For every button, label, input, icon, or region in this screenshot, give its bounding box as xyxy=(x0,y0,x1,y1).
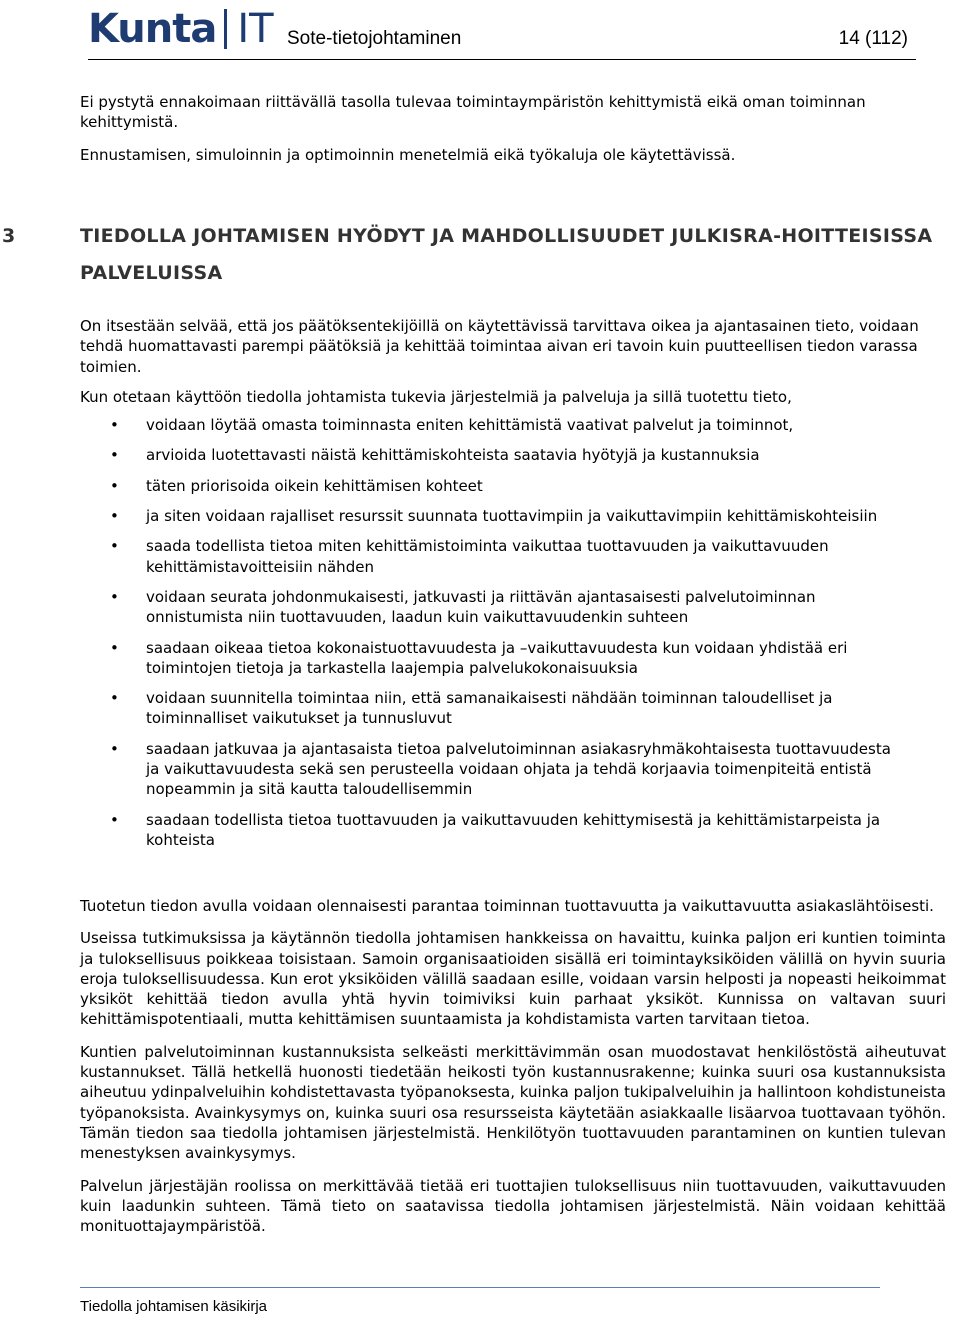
footer-label: Tiedolla johtamisen käsikirja xyxy=(80,1298,268,1315)
list-item xyxy=(80,688,900,729)
benefits-list xyxy=(80,415,900,850)
list-item xyxy=(80,638,900,679)
bullet-icon: • xyxy=(110,638,119,657)
bullet-icon: • xyxy=(110,587,119,606)
bullet-icon: • xyxy=(110,689,119,708)
paragraph-4: Useissa tutkimuksissa ja käytännön tiedolla johtamisen hankkeissa on havaittu, kuinka paljon eri kuntien toiminta ja tuloksellisuus poikkeaa toisistaan. Samoin organisaatioiden sisällä eri toimintayksiköiden välillä on hyvin suuria eroja tuloksellisuudessa. Kun erot yksiköiden välillä saadaan esille, voidaan varsin helposti ja nopeasti heikoimmat yksiköt kehittää tiedon avulla yhtä hyvin toimiviksi kuin parhaat yksiköt. Kunnissa on valtavan suuri kehittämispotentiaali, mutta kehittämisen suuntaamista ja kohdistamista varten tarvitaan tietoa. xyxy=(80,929,946,1029)
page-header xyxy=(0,0,960,62)
intro-paragraph-2: Ennustamisen, simuloinnin ja optimoinnin menetelmiä eikä työkaluja ole käytettävissä. xyxy=(80,145,736,164)
header-divider xyxy=(88,59,916,60)
bullet-icon: • xyxy=(110,739,119,758)
list-item xyxy=(80,587,900,628)
intro-block xyxy=(80,92,956,177)
list-item-text: saadaan todellista tietoa tuottavuuden ja vaikuttavuuden kehittymisestä ja kehittämistarpeista ja kohteista xyxy=(146,810,881,849)
list-item xyxy=(80,476,900,496)
kuntait-logo xyxy=(88,6,274,52)
section-title: TIEDOLLA JOHTAMISEN HYÖDYT JA MAHDOLLISUUDET JULKISRA-HOITTEISISSA PALVELUISSA xyxy=(80,225,933,284)
paragraph-1: On itsestään selvää, että jos päätöksentekijöillä on käytettävissä tarvittava oikea ja ajantasainen tieto, voidaan tehdä huomattavasti parempi päätöksiä ja kehittää toimintaa aivan eri tavoin kuin puutteellisen tiedon varassa toimien. xyxy=(80,317,919,376)
closing-content xyxy=(80,896,946,1248)
footer-divider xyxy=(80,1287,880,1288)
list-item-text: arvioida luotettavasti näistä kehittämiskohteista saatavia hyötyjä ja kustannuksia xyxy=(146,446,760,465)
list-item-text: saadaan oikeaa tietoa kokonaistuottavuudesta ja –vaikuttavuudesta kun voidaan yhdistää eri toimintojen tietoja ja tarkastella laajempia palvelukokonaisuuksia xyxy=(146,638,848,677)
list-item xyxy=(80,536,900,577)
bullet-icon: • xyxy=(110,476,119,495)
logo-it-text: IT xyxy=(237,6,274,52)
paragraph-3: Tuotetun tiedon avulla voidaan olennaisesti parantaa toiminnan tuottavuutta ja vaikuttavuutta asiakaslähtöisesti. xyxy=(80,897,934,915)
list-item xyxy=(80,445,900,465)
paragraph-6: Palvelun järjestäjän roolissa on merkittävää tietää eri tuottajien tuloksellisuus niin tuottavuuden, vaikuttavuuden kuin laadunkin suhteen. Tämä tieto on saatavissa tiedolla johtamisen järjestelmistä. Näin voidaan kehittää monituottajaympäristöä. xyxy=(80,1176,946,1236)
paragraph-5: Kuntien palvelutoiminnan kustannuksista selkeästi merkittävimmän osan muodostavat henkilöstöstä aiheutuvat kustannukset. Tällä hetkellä huonosti tiedetään heikosti työn kustannusrakenne; kuinka suuri osa kustannuksista aiheutuu ydinpalveluihin kohdistettavasta työpanoksesta, kuinka paljon tukipalveluihin ja hallintoon kohdistuneista työpanoksista. Avainkysymys on, kuinka suuri osa resursseista käytetään asiakkaalle lisäarvoa tuottavaan työhön. Tämän tiedon saa tiedolla johtamisen järjestelmistä. Henkilötyön tuottavuuden parantaminen on kuntien tulevan menestyksen avainkysymys. xyxy=(80,1042,946,1163)
list-item xyxy=(80,739,900,800)
list-item xyxy=(80,506,900,526)
list-item-text: voidaan suunnitella toimintaa niin, että samanaikaisesti nähdään toiminnan taloudelliset ja toiminnalliset vaikutukset ja tunnusluvut xyxy=(146,689,833,728)
bullet-icon: • xyxy=(110,810,119,829)
list-item-text: ja siten voidaan rajalliset resurssit suunnata tuottavimpiin ja vaikuttavimpiin kehittämiskohteisiin xyxy=(146,507,878,526)
section-number: 3 xyxy=(2,225,16,247)
list-item-text: voidaan seurata johdonmukaisesti, jatkuvasti ja riittävän ajantasaisesti palvelutoiminnan onnistumista niin tuottavuuden, laadun kuin vaikuttavuudenkin suhteen xyxy=(146,587,816,627)
list-item-text: voidaan löytää omasta toiminnasta eniten kehittämistä vaativat palvelut ja toiminnot, xyxy=(146,416,794,435)
document-title: Sote-tietojohtaminen xyxy=(287,28,462,49)
list-item-text: saada todellista tietoa miten kehittämistoiminta vaikuttaa tuottavuuden ja vaikuttavuuden kehittämistavoitteisiin nähden xyxy=(146,537,829,576)
bullet-icon: • xyxy=(110,507,119,526)
bullet-icon: • xyxy=(110,446,119,465)
bullet-icon: • xyxy=(110,537,119,556)
list-item xyxy=(80,810,900,851)
intro-paragraph-1: Ei pystytä ennakoimaan riittävällä tasolla tulevaa toimintaympäristön kehittymistä eikä oman toiminnan kehittymistä. xyxy=(80,93,866,132)
list-item-text: saadaan jatkuvaa ja ajantasaista tietoa palvelutoiminnan asiakasryhmäkohtaisesta tuottavuudesta ja vaikuttavuudesta sekä sen perusteella voidaan ohjata ja tehdä korjaavia toimenpiteitä entistä nopeammin ja sitä kautta taloudellisemmin xyxy=(146,739,891,799)
logo-kunta-text: Kunta xyxy=(88,6,217,52)
logo-divider xyxy=(224,9,227,49)
bullet-icon: • xyxy=(110,416,119,435)
list-item xyxy=(80,415,900,435)
main-content xyxy=(80,316,956,860)
paragraph-2: Kun otetaan käyttöön tiedolla johtamista tukevia järjestelmiä ja palveluja ja sillä tuotettu tieto, xyxy=(80,387,792,406)
page-number: 14 (112) xyxy=(838,28,908,49)
list-item-text: täten priorisoida oikein kehittämisen kohteet xyxy=(146,476,483,495)
